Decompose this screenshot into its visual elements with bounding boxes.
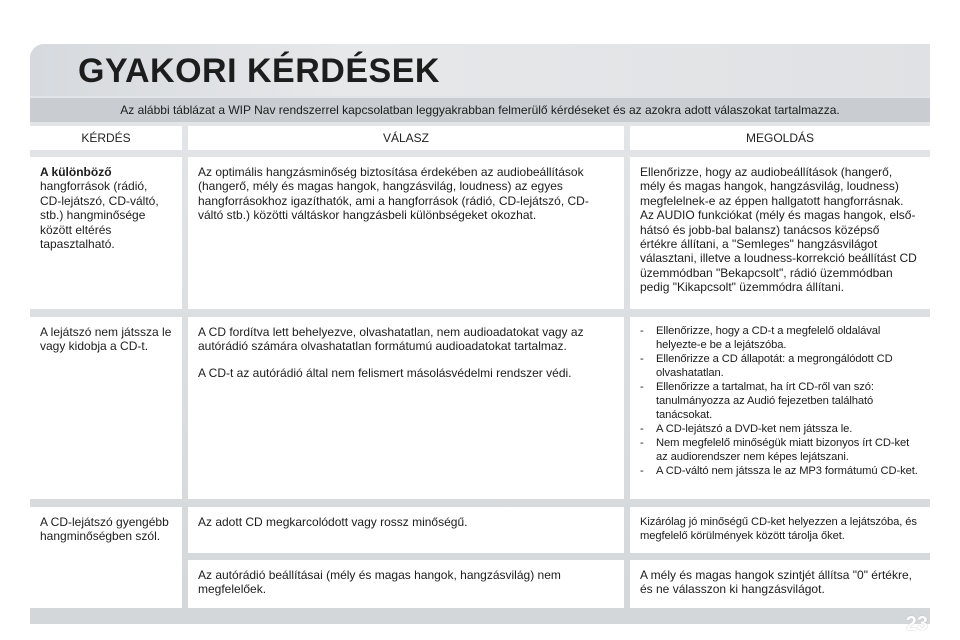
question-title: A különböző: [40, 165, 112, 179]
answer-text: Az optimális hangzásminőség biztosítása érdekében az audiobeállítások (hangerő, mély és magas hangok, hangzásvilág, loudness) az egyes hangforrásokhoz igazíthatók, ami a hangforrások (rádió, CD-lejátszó, CD-váltó stb.) közötti váltáskor hangzásbeli különbségeket okozhat.: [198, 165, 589, 223]
solution-text: A mély és magas hangok szintjét állítsa "0" értékre, és ne válasszon ki hangzásvilágot.: [640, 568, 912, 597]
table-row-3-question: [30, 507, 182, 608]
list-item: - A CD-lejátszó a DVD-ket nem játssza le.: [640, 422, 920, 436]
question-text: A lejátszó nem játssza le vagy kidobja a CD-t.: [40, 325, 172, 354]
solution-list: [640, 324, 920, 478]
column-header-answer: VÁLASZ: [188, 126, 624, 150]
page-title: GYAKORI KÉRDÉSEK: [78, 52, 440, 90]
solution-text: Ellenőrizze, hogy az audiobeállítások (hangerő, mély és magas hangok, hangzásvilág, loudness) megfelelnek-e az éppen hallgatott hangforrásnak. Az AUDIO funkciókat (mély és magas hangok, első-hátsó és jobb-bal balansz) tanácsos középső értékre állítani, a "Semleges" hangzásvilágot választani, illetve a loudness-korrekció beállítást CD üzemmódban "Bekapcsolt", rádió üzemmódban pedig "Kikapcsolt" üzemmódra állítani.: [640, 165, 917, 295]
table-row-1-answer: [188, 157, 624, 309]
answer-text: Az autórádió beállításai (mély és magas hangok, hangzásvilág) nem megfelelőek.: [198, 568, 561, 597]
page-number: 23: [905, 613, 928, 635]
table-row-2-solution: [630, 317, 930, 499]
question-text: hangforrások (rádió, CD-lejátszó, CD-váltó, stb.) hangminősége között eltérés tapasztalható.: [40, 179, 159, 252]
table-row-1-solution: [630, 157, 930, 309]
list-item: - A CD-váltó nem játssza le az MP3 formátumú CD-ket.: [640, 464, 920, 478]
table-row-1-question: [30, 157, 182, 309]
column-header-solution: MEGOLDÁS: [630, 126, 930, 150]
solution-text: Kizárólag jó minőségű CD-ket helyezzen a lejátszóba, és megfelelő körülmények között tárolja őket.: [640, 516, 917, 542]
question-text: A CD-lejátszó gyengébb hangminőségben szól.: [40, 515, 169, 544]
list-item: - Ellenőrizze a tartalmat, ha írt CD-ről van szó: tanulmányozza az Audió fejezetben található tanácsokat.: [640, 380, 920, 422]
table-row-3-solution: [630, 507, 930, 553]
answer-text: Az adott CD megkarcolódott vagy rossz minőségű.: [198, 515, 468, 529]
list-item: - Ellenőrizze, hogy a CD-t a megfelelő oldalával helyezte-e be a lejátszóba.: [640, 324, 920, 352]
list-item: - Nem megfelelő minőségük miatt bizonyos írt CD-ket az audiorendszer nem képes lejátszani.: [640, 436, 920, 464]
table-row-4-answer: [188, 560, 624, 608]
intro-text: Az alábbi táblázat a WIP Nav rendszerrel kapcsolatban leggyakrabban felmerülő kérdéseket és az azokra adott válaszokat tartalmazza.: [120, 103, 840, 117]
table-row-2-question: [30, 317, 182, 499]
table-row-4-solution: [630, 560, 930, 608]
table-row-3-answer: [188, 507, 624, 553]
table-row-2-answer: [188, 317, 624, 499]
answer-text-2: A CD-t az autórádió által nem felismert másolásvédelmi rendszer védi.: [198, 365, 572, 380]
column-header-question: KÉRDÉS: [30, 126, 182, 150]
list-item: - Ellenőrizze a CD állapotát: a megrongálódott CD olvashatatlan.: [640, 352, 920, 380]
answer-text: A CD fordítva lett behelyezve, olvashatatlan, nem audioadatokat vagy az autórádió számára olvashatatlan formátumú audioadatokat tartalmaz.: [198, 325, 584, 354]
